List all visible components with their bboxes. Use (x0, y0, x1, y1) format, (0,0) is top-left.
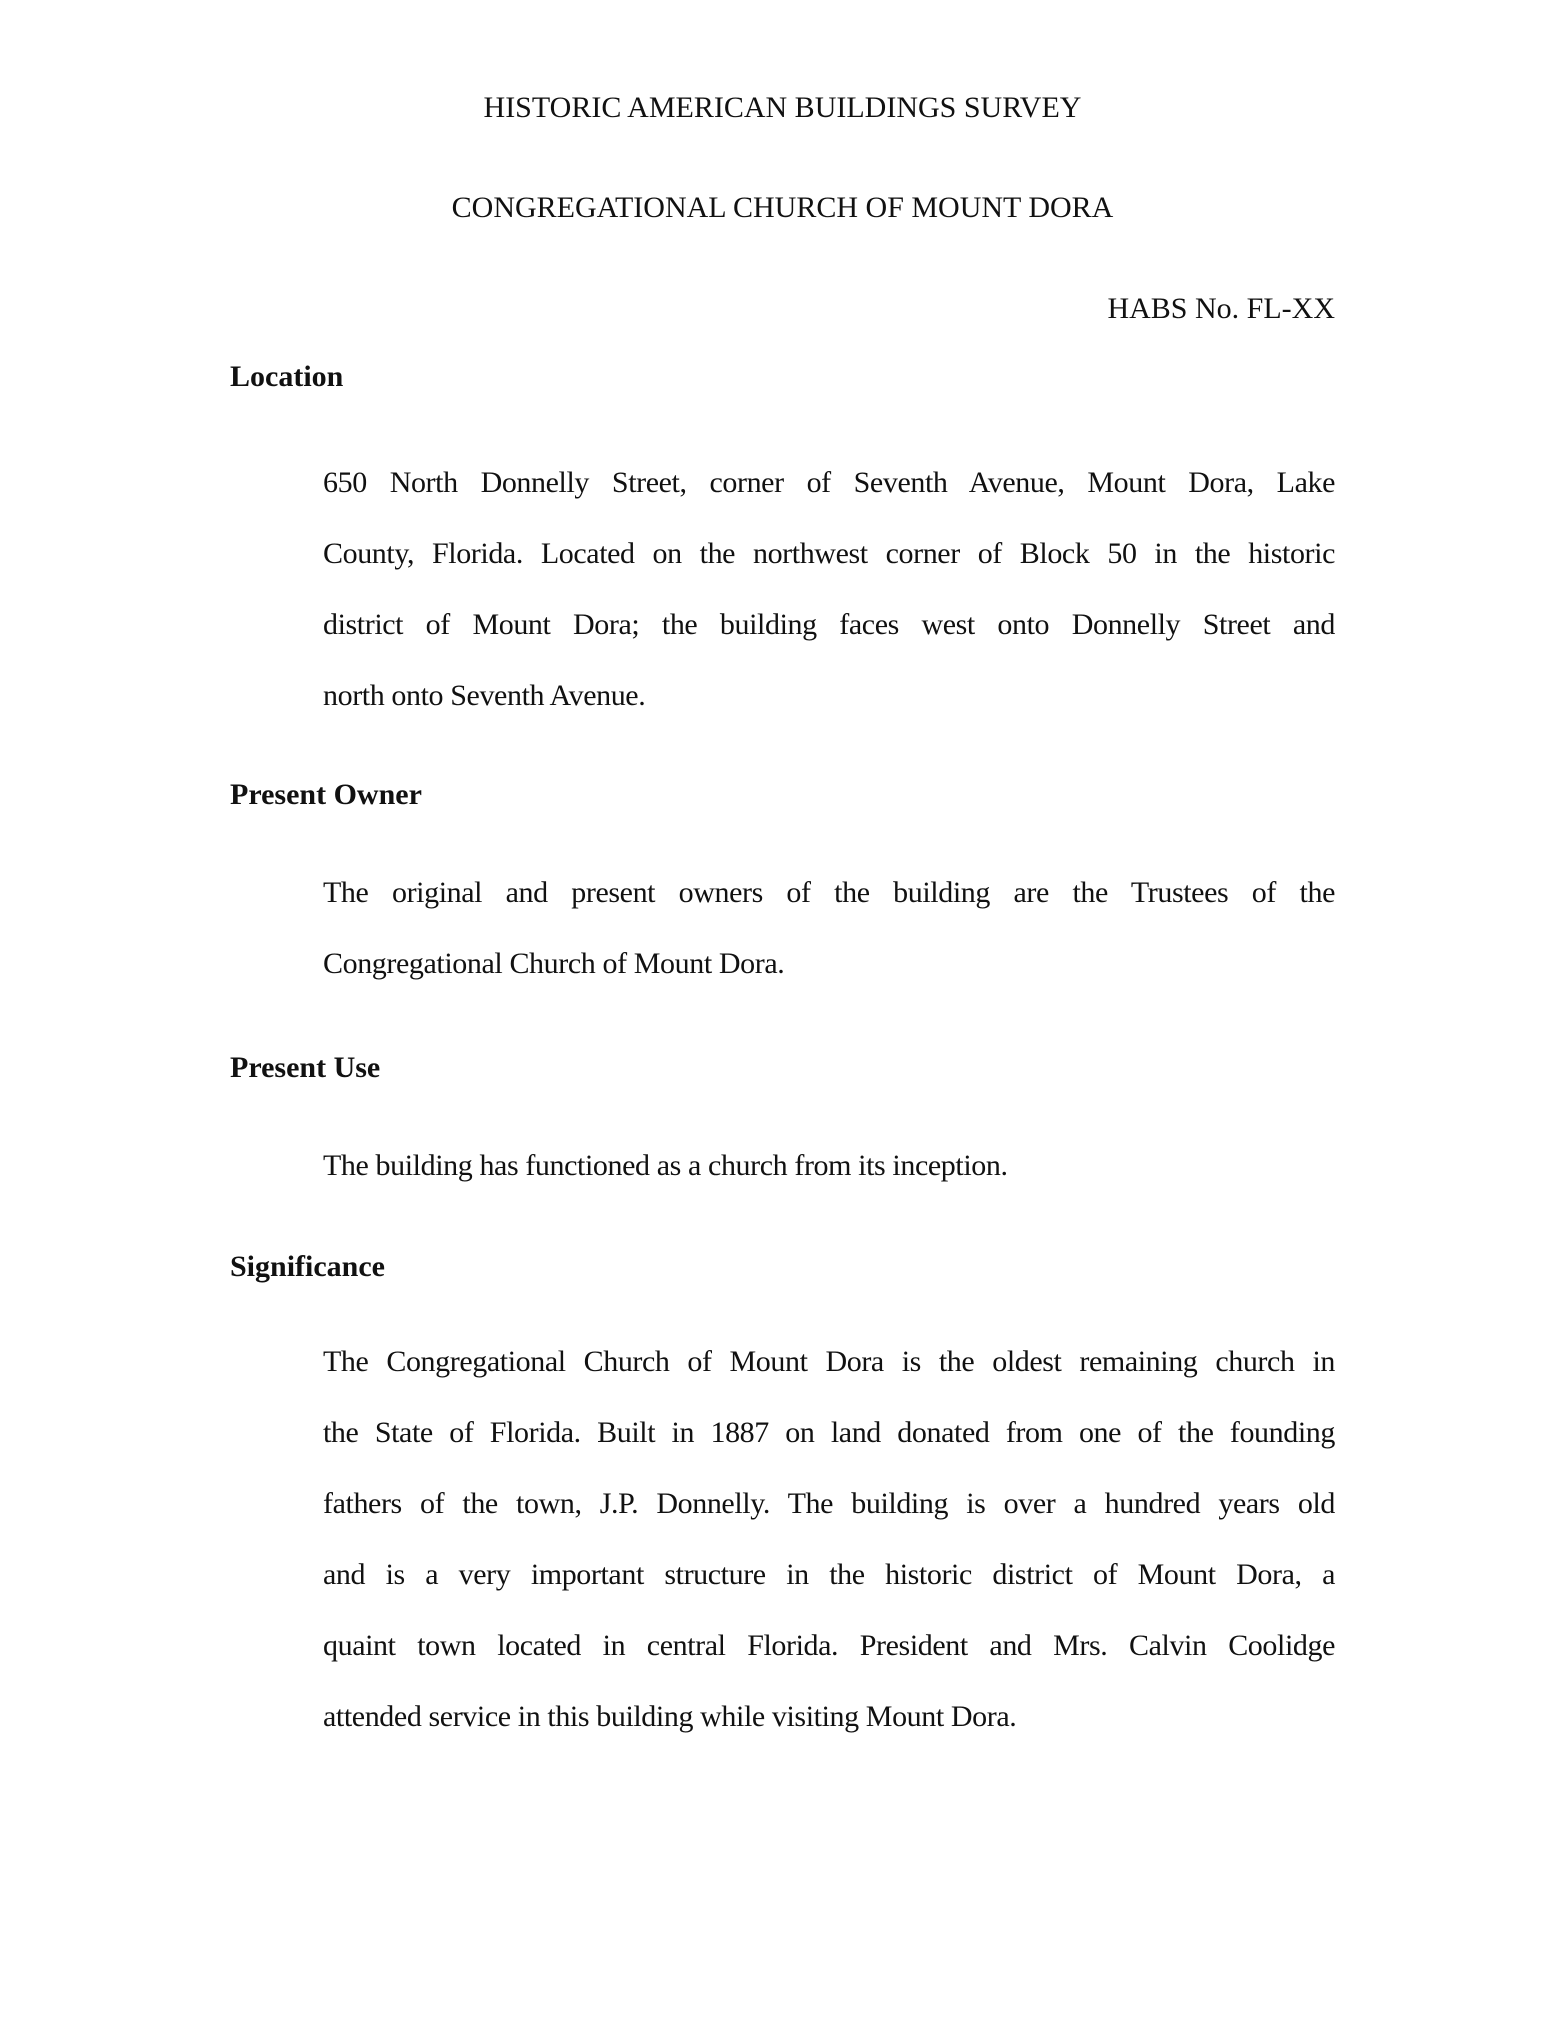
section-location (230, 357, 1335, 731)
paragraph-line: The Congregational Church of Mount Dora is the oldest remaining church in (323, 1345, 1335, 1378)
section-heading-present-use: Present Use (230, 1051, 381, 1084)
paragraph-significance (323, 1326, 1335, 1752)
section-present-use (230, 1048, 1335, 1201)
paragraph-line: The building has functioned as a church from its inception. (323, 1149, 1008, 1182)
paragraph-line: and is a very important structure in the historic district of Mount Dora, a (323, 1558, 1335, 1591)
document-title-building: CONGREGATIONAL CHURCH OF MOUNT DORA (451, 191, 1114, 224)
paragraph-line: attended service in this building while visiting Mount Dora. (323, 1700, 1017, 1733)
section-heading-present-owner: Present Owner (230, 778, 422, 811)
paragraph-line: district of Mount Dora; the building faces west onto Donnelly Street and (323, 608, 1335, 641)
paragraph-line: quaint town located in central Florida. President and Mrs. Calvin Coolidge (323, 1629, 1335, 1662)
paragraph-line: Congregational Church of Mount Dora. (323, 947, 785, 980)
section-heading-significance: Significance (230, 1250, 385, 1283)
paragraph-line: north onto Seventh Avenue. (323, 679, 646, 712)
paragraph-line: County, Florida. Located on the northwest corner of Block 50 in the historic (323, 537, 1335, 570)
habs-number: HABS No. FL-XX (1107, 292, 1335, 325)
paragraph-line: 650 North Donnelly Street, corner of Seventh Avenue, Mount Dora, Lake (323, 466, 1335, 499)
paragraph-line: fathers of the town, J.P. Donnelly. The building is over a hundred years old (323, 1487, 1335, 1520)
section-present-owner (230, 775, 1335, 999)
paragraph-present-use (323, 1130, 1335, 1201)
section-heading-location: Location (230, 360, 344, 393)
document-title-survey: HISTORIC AMERICAN BUILDINGS SURVEY (483, 91, 1082, 124)
section-significance (230, 1247, 1335, 1752)
paragraph-present-owner (323, 857, 1335, 999)
paragraph-line: the State of Florida. Built in 1887 on land donated from one of the founding (323, 1416, 1335, 1449)
paragraph-location (323, 447, 1335, 731)
paragraph-line: The original and present owners of the building are the Trustees of the (323, 876, 1335, 909)
